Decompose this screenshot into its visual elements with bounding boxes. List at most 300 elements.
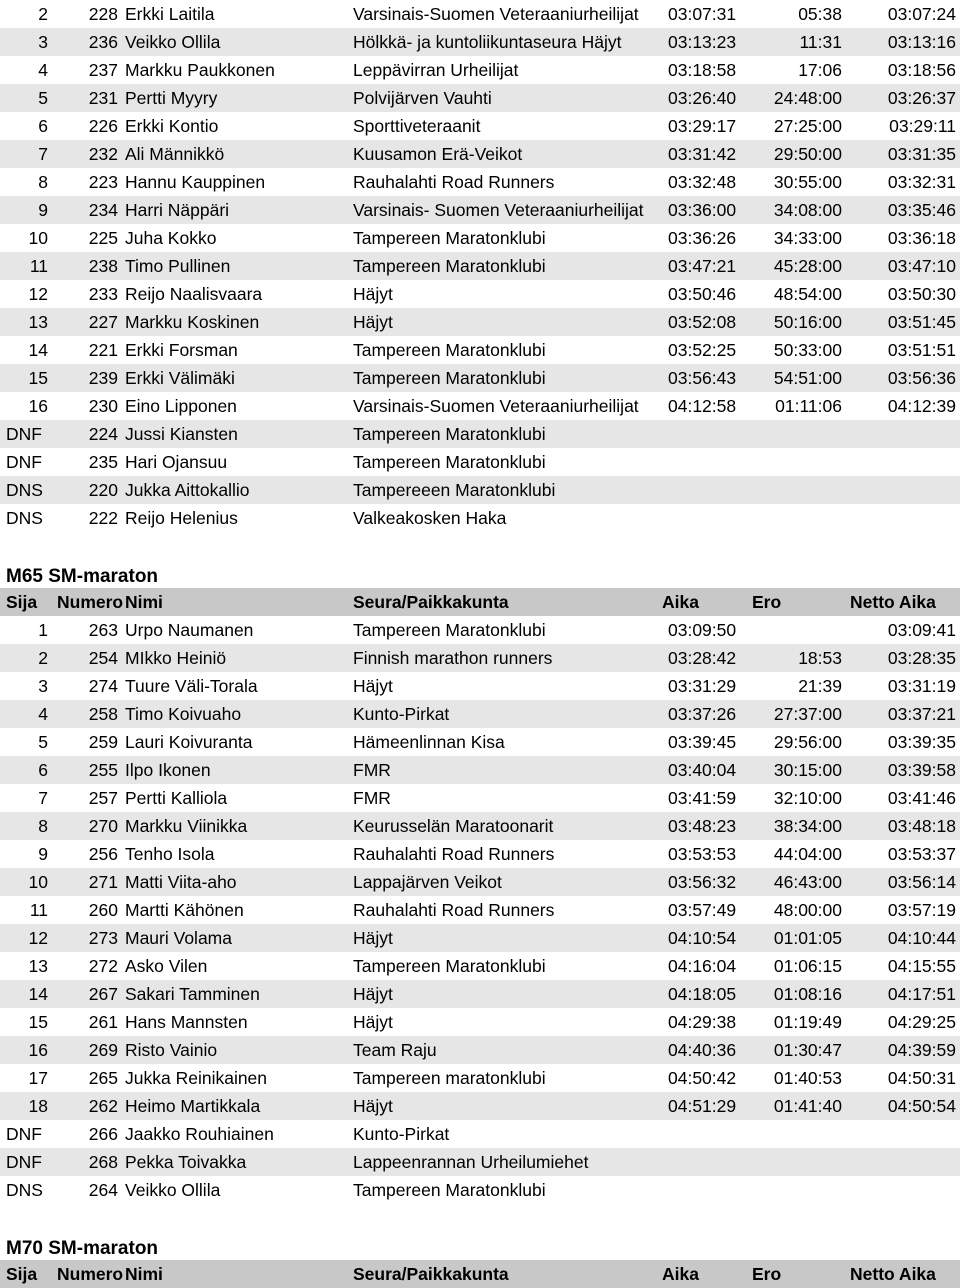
gap-cell: 34:33:00 — [773, 228, 842, 248]
gap-cell: 30:15:00 — [773, 760, 842, 780]
net-time-cell: 03:31:19 — [887, 676, 956, 696]
rank-cell: DNS — [6, 508, 43, 528]
rank-cell: 14 — [28, 340, 48, 360]
name-cell: Erkki Välimäki — [125, 368, 235, 388]
gap-cell: 27:25:00 — [773, 116, 842, 136]
bib-cell: 222 — [88, 508, 118, 528]
rank-cell: 12 — [28, 928, 48, 948]
name-cell: Matti Viita-aho — [125, 872, 237, 892]
table-row — [0, 1008, 960, 1036]
bib-cell: 263 — [88, 620, 118, 640]
rank-cell: 17 — [28, 1068, 48, 1088]
net-time-cell: 03:57:19 — [887, 900, 956, 920]
rank-cell: DNS — [6, 1180, 43, 1200]
bib-cell: 221 — [88, 340, 118, 360]
net-time-cell: Netto Aika — [850, 592, 936, 612]
net-time-cell: 03:39:35 — [887, 732, 956, 752]
club-cell: Sporttiveteraanit — [353, 116, 481, 136]
gap-cell: 01:06:15 — [773, 956, 842, 976]
club-cell: FMR — [353, 788, 391, 808]
name-cell: Pekka Toivakka — [125, 1152, 247, 1172]
club-cell: Tampereen Maratonklubi — [353, 1180, 546, 1200]
club-cell: Kuusamon Erä-Veikot — [353, 144, 523, 164]
name-cell: Pertti Kalliola — [125, 788, 228, 808]
bib-cell: 256 — [88, 844, 118, 864]
time-cell: 03:41:59 — [668, 788, 737, 808]
time-cell: 04:40:36 — [668, 1040, 737, 1060]
time-cell — [668, 1120, 748, 1148]
rank-cell: DNF — [6, 452, 42, 472]
name-cell: Jussi Kiansten — [125, 424, 238, 444]
name-cell: Heimo Martikkala — [125, 1096, 261, 1116]
name-cell: Sakari Tamminen — [125, 984, 260, 1004]
time-cell — [668, 448, 748, 476]
bib-cell: 226 — [88, 116, 118, 136]
net-time-cell: 03:31:35 — [887, 144, 956, 164]
rank-cell: 11 — [29, 256, 48, 276]
time-cell: 03:48:23 — [668, 816, 737, 836]
name-cell: Pertti Myyry — [125, 88, 218, 108]
gap-cell: 27:37:00 — [773, 704, 842, 724]
gap-cell: Ero — [752, 592, 782, 612]
table-row — [0, 1092, 960, 1120]
table-row — [0, 56, 960, 84]
gap-cell: 01:11:06 — [775, 396, 842, 416]
table-row — [0, 616, 960, 644]
gap-cell: Ero — [752, 1264, 782, 1284]
rank-cell: 15 — [28, 368, 48, 388]
name-cell: Reijo Naalisvaara — [125, 284, 263, 304]
bib-cell: 236 — [88, 32, 118, 52]
gap-cell: 01:40:53 — [773, 1068, 842, 1088]
table-row — [0, 392, 960, 420]
gap-cell: 44:04:00 — [773, 844, 842, 864]
rank-cell: 3 — [38, 32, 48, 52]
name-cell: Harri Näppäri — [125, 200, 230, 220]
time-cell: 03:36:26 — [668, 228, 737, 248]
section-title: M70 SM-maraton — [6, 1238, 159, 1259]
net-time-cell: 04:15:55 — [887, 956, 956, 976]
table-row — [0, 896, 960, 924]
name-cell: Lauri Koivuranta — [125, 732, 253, 752]
gap-cell: 11:31 — [799, 32, 842, 52]
bib-cell: 261 — [88, 1012, 118, 1032]
club-cell: FMR — [353, 760, 391, 780]
rank-cell: 16 — [28, 1040, 48, 1060]
rank-cell: 7 — [38, 144, 48, 164]
name-cell: Nimi — [125, 592, 163, 612]
time-cell: 04:12:58 — [668, 396, 737, 416]
bib-cell: 266 — [88, 1124, 118, 1144]
gap-cell: 21:39 — [798, 676, 842, 696]
bib-cell: 268 — [88, 1152, 118, 1172]
club-cell: Häjyt — [353, 1096, 393, 1116]
rank-cell: 5 — [38, 88, 48, 108]
gap-cell: 50:16:00 — [773, 312, 842, 332]
bib-cell: 273 — [88, 928, 118, 948]
time-cell: 03:40:04 — [668, 760, 737, 780]
rank-cell: 15 — [28, 1012, 48, 1032]
table-row — [0, 1036, 960, 1064]
bib-cell: 272 — [88, 956, 118, 976]
club-cell: Seura/Paikkakunta — [353, 1264, 509, 1284]
time-cell: 03:39:45 — [668, 732, 737, 752]
time-cell: 03:13:23 — [668, 32, 737, 52]
name-cell: MIkko Heiniö — [125, 648, 227, 668]
net-time-cell: 04:10:44 — [887, 928, 956, 948]
bib-cell: Numero — [57, 592, 123, 612]
gap-cell: 54:51:00 — [773, 368, 842, 388]
time-cell — [668, 476, 748, 504]
table-row — [0, 140, 960, 168]
bib-cell: 255 — [88, 760, 118, 780]
time-cell: 03:56:32 — [668, 872, 737, 892]
name-cell: Eino Lipponen — [125, 396, 237, 416]
name-cell: Jukka Reinikainen — [125, 1068, 268, 1088]
table-row — [0, 756, 960, 784]
gap-cell: 24:48:00 — [773, 88, 842, 108]
bib-cell: 260 — [88, 900, 118, 920]
club-cell: Tampereen maratonklubi — [353, 1068, 546, 1088]
club-cell: Team Raju — [353, 1040, 437, 1060]
table-row — [0, 728, 960, 756]
name-cell: Mauri Volama — [125, 928, 232, 948]
bib-cell: 239 — [88, 368, 118, 388]
table-row — [0, 1064, 960, 1092]
club-cell: Valkeakosken Haka — [353, 508, 507, 528]
table-row — [0, 952, 960, 980]
rank-cell: Sija — [6, 592, 38, 612]
table-row — [0, 476, 960, 504]
name-cell: Timo Pullinen — [125, 256, 231, 276]
time-cell: 03:36:00 — [668, 200, 737, 220]
gap-cell: 01:41:40 — [773, 1096, 842, 1116]
bib-cell: 220 — [88, 480, 118, 500]
name-cell: Tenho Isola — [125, 844, 215, 864]
bib-cell: 274 — [88, 676, 118, 696]
name-cell: Tuure Väli-Torala — [125, 676, 258, 696]
gap-cell: 34:08:00 — [773, 200, 842, 220]
rank-cell: DNS — [6, 480, 43, 500]
name-cell: Risto Vainio — [125, 1040, 218, 1060]
gap-cell — [752, 420, 842, 448]
club-cell: Keurusselän Maratoonarit — [353, 816, 554, 836]
net-time-cell — [850, 504, 956, 532]
net-time-cell — [850, 476, 956, 504]
time-cell — [668, 1176, 748, 1204]
time-cell: 03:31:42 — [668, 144, 737, 164]
time-cell: 04:18:05 — [668, 984, 737, 1004]
time-cell: 03:57:49 — [668, 900, 737, 920]
club-cell: Häjyt — [353, 312, 393, 332]
net-time-cell: 04:12:39 — [887, 396, 956, 416]
table-row — [0, 168, 960, 196]
club-cell: Tampereen Maratonklubi — [353, 256, 546, 276]
net-time-cell — [850, 1148, 956, 1176]
name-cell: Erkki Laitila — [125, 4, 215, 24]
gap-cell: 45:28:00 — [773, 256, 842, 276]
club-cell: Seura/Paikkakunta — [353, 592, 509, 612]
bib-cell: 267 — [88, 984, 118, 1004]
gap-cell: 17:06 — [798, 60, 842, 80]
rank-cell: Sija — [6, 1264, 38, 1284]
gap-cell — [752, 1148, 842, 1176]
time-cell: 04:29:38 — [668, 1012, 737, 1032]
time-cell: 03:37:26 — [668, 704, 737, 724]
net-time-cell: 04:50:54 — [887, 1096, 956, 1116]
club-cell: Tampereen Maratonklubi — [353, 620, 546, 640]
club-cell: Rauhalahti Road Runners — [353, 844, 555, 864]
table-row — [0, 980, 960, 1008]
club-cell: Lappeenrannan Urheilumiehet — [353, 1152, 589, 1172]
table-row — [0, 280, 960, 308]
club-cell: Varsinais- Suomen Veteraaniurheilijat — [353, 200, 644, 220]
club-cell: Kunto-Pirkat — [353, 704, 450, 724]
bib-cell: 257 — [88, 788, 118, 808]
name-cell: Juha Kokko — [125, 228, 217, 248]
net-time-cell: 03:18:56 — [887, 60, 956, 80]
gap-cell — [752, 504, 842, 532]
name-cell: Erkki Kontio — [125, 116, 219, 136]
time-cell: 03:52:08 — [668, 312, 737, 332]
gap-cell: 30:55:00 — [773, 172, 842, 192]
rank-cell: 14 — [28, 984, 48, 1004]
gap-cell: 48:00:00 — [773, 900, 842, 920]
bib-cell: 225 — [88, 228, 118, 248]
spacer-row — [0, 532, 960, 560]
time-cell: Aika — [662, 592, 699, 612]
net-time-cell: 03:07:24 — [887, 4, 956, 24]
club-cell: Varsinais-Suomen Veteraaniurheilijat — [353, 396, 639, 416]
club-cell: Polvijärven Vauhti — [353, 88, 492, 108]
bib-cell: 269 — [88, 1040, 118, 1060]
net-time-cell: 03:36:18 — [887, 228, 956, 248]
gap-cell — [752, 476, 842, 504]
club-cell: Häjyt — [353, 928, 393, 948]
time-cell: 03:26:40 — [668, 88, 737, 108]
club-cell: Tampereen Maratonklubi — [353, 340, 546, 360]
rank-cell: DNF — [6, 1152, 42, 1172]
rank-cell: 5 — [38, 732, 48, 752]
bib-cell: 231 — [88, 88, 118, 108]
club-cell: Kunto-Pirkat — [353, 1124, 450, 1144]
net-time-cell: 04:50:31 — [887, 1068, 956, 1088]
table-row — [0, 448, 960, 476]
table-row — [0, 112, 960, 140]
net-time-cell: 03:51:45 — [887, 312, 956, 332]
gap-cell — [752, 448, 842, 476]
rank-cell: 1 — [38, 620, 48, 640]
rank-cell: 2 — [38, 648, 48, 668]
net-time-cell: 04:29:25 — [887, 1012, 956, 1032]
gap-cell: 29:56:00 — [773, 732, 842, 752]
club-cell: Finnish marathon runners — [353, 648, 553, 668]
table-row — [0, 924, 960, 952]
name-cell: Markku Viinikka — [125, 816, 248, 836]
time-cell: 03:07:31 — [668, 4, 737, 24]
spacer-row — [0, 1204, 960, 1232]
rank-cell: 4 — [38, 60, 48, 80]
time-cell: 03:53:53 — [668, 844, 737, 864]
bib-cell: 259 — [88, 732, 118, 752]
net-time-cell: 03:37:21 — [887, 704, 956, 724]
name-cell: Timo Koivuaho — [125, 704, 242, 724]
bib-cell: 258 — [88, 704, 118, 724]
gap-cell — [752, 1120, 842, 1148]
net-time-cell: 03:13:16 — [887, 32, 956, 52]
name-cell: Ali Männikkö — [125, 144, 225, 164]
rank-cell: 18 — [28, 1096, 48, 1116]
table-row — [0, 0, 960, 28]
table-row — [0, 700, 960, 728]
time-cell: 04:10:54 — [668, 928, 737, 948]
time-cell: 03:18:58 — [668, 60, 737, 80]
club-cell: Häjyt — [353, 284, 393, 304]
table-row — [0, 1148, 960, 1176]
rank-cell: 7 — [38, 788, 48, 808]
name-cell: Reijo Helenius — [125, 508, 238, 528]
table-row — [0, 840, 960, 868]
table-row — [0, 252, 960, 280]
net-time-cell: 03:51:51 — [887, 340, 956, 360]
bib-cell: 237 — [88, 60, 118, 80]
time-cell: 03:31:29 — [668, 676, 737, 696]
name-cell: Ilpo Ikonen — [125, 760, 211, 780]
time-cell: 03:29:17 — [668, 116, 737, 136]
net-time-cell: 04:39:59 — [887, 1040, 956, 1060]
bib-cell: 223 — [88, 172, 118, 192]
table-row — [0, 28, 960, 56]
table-row — [0, 420, 960, 448]
rank-cell: 10 — [28, 228, 48, 248]
club-cell: Leppävirran Urheilijat — [353, 60, 519, 80]
bib-cell: 232 — [88, 144, 118, 164]
rank-cell: 9 — [38, 844, 48, 864]
net-time-cell: 03:41:46 — [887, 788, 956, 808]
net-time-cell: 03:56:36 — [887, 368, 956, 388]
club-cell: Tampereen Maratonklubi — [353, 228, 546, 248]
net-time-cell: 03:32:31 — [887, 172, 956, 192]
bib-cell: 234 — [88, 200, 118, 220]
table-header-row — [0, 588, 960, 616]
name-cell: Veikko Ollila — [125, 1180, 221, 1200]
name-cell: Urpo Naumanen — [125, 620, 254, 640]
club-cell: Tampereen Maratonklubi — [353, 424, 546, 444]
rank-cell: 6 — [38, 116, 48, 136]
time-cell: 03:09:50 — [668, 620, 737, 640]
gap-cell — [752, 1176, 842, 1204]
gap-cell: 32:10:00 — [773, 788, 842, 808]
gap-cell: 29:50:00 — [773, 144, 842, 164]
gap-cell: 50:33:00 — [773, 340, 842, 360]
time-cell — [668, 420, 748, 448]
bib-cell: 264 — [88, 1180, 118, 1200]
rank-cell: 8 — [38, 816, 48, 836]
table-row — [0, 672, 960, 700]
net-time-cell: 03:47:10 — [887, 256, 956, 276]
rank-cell: 11 — [29, 900, 48, 920]
table-row — [0, 1176, 960, 1204]
bib-cell: 254 — [88, 648, 118, 668]
name-cell: Jaakko Rouhiainen — [125, 1124, 274, 1144]
bib-cell: Numero — [57, 1264, 123, 1284]
net-time-cell: 03:39:58 — [887, 760, 956, 780]
time-cell: 04:50:42 — [668, 1068, 737, 1088]
rank-cell: 10 — [28, 872, 48, 892]
rank-cell: DNF — [6, 424, 42, 444]
net-time-cell: Netto Aika — [850, 1264, 936, 1284]
table-row — [0, 868, 960, 896]
club-cell: Hölkkä- ja kuntoliikuntaseura Häjyt — [353, 32, 622, 52]
table-header-row — [0, 1260, 960, 1288]
bib-cell: 238 — [88, 256, 118, 276]
net-time-cell: 03:48:18 — [887, 816, 956, 836]
rank-cell: 2 — [38, 4, 48, 24]
net-time-cell: 03:26:37 — [887, 88, 956, 108]
name-cell: Hannu Kauppinen — [125, 172, 266, 192]
table-row — [0, 84, 960, 112]
net-time-cell: 03:29:11 — [889, 116, 956, 136]
gap-cell: 01:19:49 — [773, 1012, 842, 1032]
table-row — [0, 812, 960, 840]
name-cell: Nimi — [125, 1264, 163, 1284]
time-cell: 03:52:25 — [668, 340, 737, 360]
club-cell: Rauhalahti Road Runners — [353, 900, 555, 920]
bib-cell: 262 — [88, 1096, 118, 1116]
net-time-cell: 03:56:14 — [887, 872, 956, 892]
club-cell: Tampereen Maratonklubi — [353, 452, 546, 472]
name-cell: Erkki Forsman — [125, 340, 238, 360]
bib-cell: 230 — [88, 396, 118, 416]
rank-cell: 12 — [28, 284, 48, 304]
gap-cell: 05:38 — [798, 4, 842, 24]
name-cell: Hans Mannsten — [125, 1012, 248, 1032]
bib-cell: 270 — [88, 816, 118, 836]
name-cell: Veikko Ollila — [125, 32, 221, 52]
table-row — [0, 784, 960, 812]
club-cell: Tampereen Maratonklubi — [353, 368, 546, 388]
name-cell: Hari Ojansuu — [125, 452, 228, 472]
bib-cell: 265 — [88, 1068, 118, 1088]
gap-cell: 38:34:00 — [773, 816, 842, 836]
time-cell — [668, 1148, 748, 1176]
table-row — [0, 336, 960, 364]
club-cell: Hämeenlinnan Kisa — [353, 732, 505, 752]
time-cell: 03:56:43 — [668, 368, 737, 388]
gap-cell: 01:30:47 — [773, 1040, 842, 1060]
rank-cell: 13 — [28, 956, 48, 976]
time-cell: Aika — [662, 1264, 699, 1284]
name-cell: Markku Koskinen — [125, 312, 260, 332]
net-time-cell: 03:09:41 — [887, 620, 956, 640]
table-row — [0, 308, 960, 336]
club-cell: Häjyt — [353, 984, 393, 1004]
net-time-cell — [850, 448, 956, 476]
section-title: M65 SM-maraton — [6, 566, 159, 587]
bib-cell: 227 — [88, 312, 118, 332]
name-cell: Markku Paukkonen — [125, 60, 275, 80]
club-cell: Tampereen Maratonklubi — [353, 956, 546, 976]
bib-cell: 233 — [88, 284, 118, 304]
bib-cell: 224 — [88, 424, 118, 444]
net-time-cell: 03:53:37 — [887, 844, 956, 864]
rank-cell: 16 — [28, 396, 48, 416]
table-row — [0, 196, 960, 224]
club-cell: Varsinais-Suomen Veteraaniurheilijat — [353, 4, 639, 24]
club-cell: Häjyt — [353, 676, 393, 696]
table-row — [0, 1120, 960, 1148]
name-cell: Martti Kähönen — [125, 900, 244, 920]
